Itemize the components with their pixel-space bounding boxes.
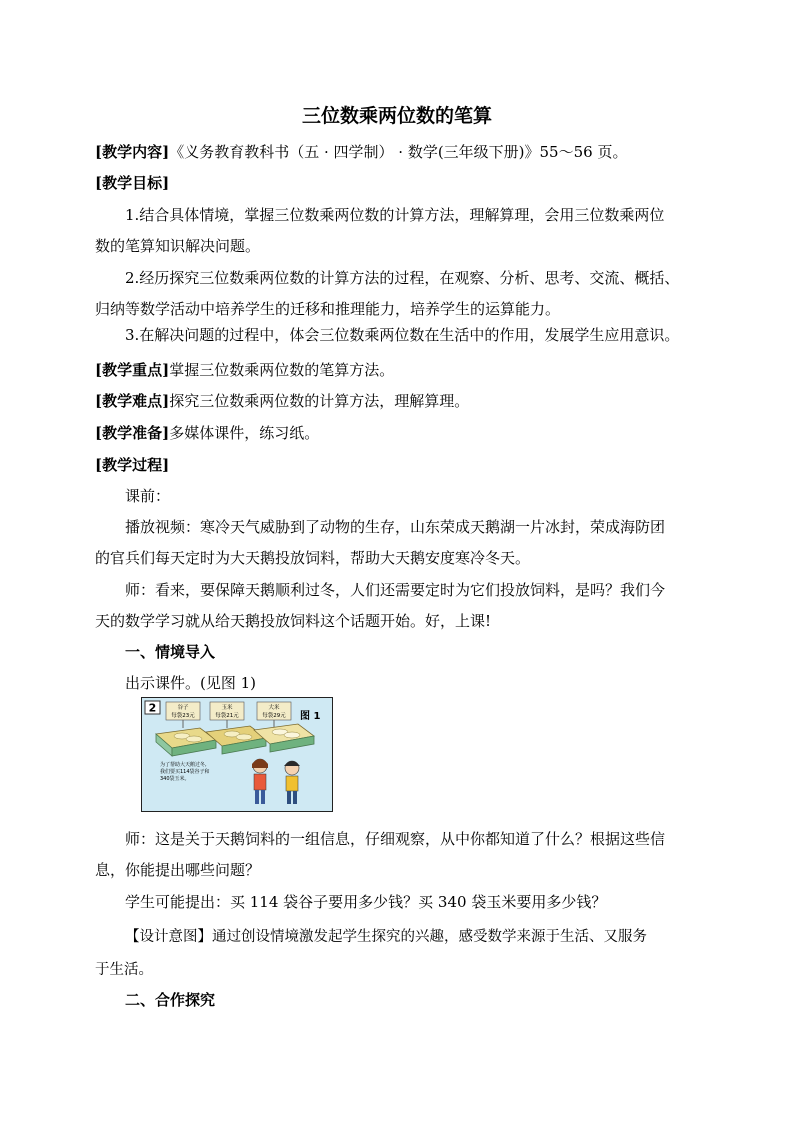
teacher-2-line-1: 师：这是关于天鹅饲料的一组信息，仔细观察，从中你都知道了什么？根据这些信 [125,830,666,848]
sign-grain-price: 每袋23元 [171,713,195,719]
teacher-1-line-2: 天的数学学习就从给天鹅投放饲料这个话题开始。好，上课! [95,612,492,630]
difficulty-text: 探究三位数乘两位数的计算方法，理解算理。 [169,392,470,410]
sign-grain-name: 谷子 [177,705,189,711]
figure-1-illustration [142,698,332,811]
sign-rice-name: 大米 [268,705,280,711]
teacher-1-line-1: 师：看来，要保障天鹅顺利过冬，人们还需要定时为它们投放饲料，是吗？我们今 [125,581,666,599]
preparation-text: 多媒体课件，练习纸。 [169,424,320,442]
preparation-label: [教学准备] [95,424,170,442]
speech-line-3: 340袋玉米。 [160,776,190,782]
student-questions: 学生可能提出：买 114 袋谷子要用多少钱？买 340 袋玉米要用多少钱？ [125,893,607,911]
goal-1-line-2: 数的笔算知识解决问题。 [95,237,261,255]
teaching-content [95,142,705,162]
key-point-label: [教学重点] [95,361,170,379]
goal-2-line-2: 归纳等数学活动中培养学生的迁移和推理能力，培养学生的运算能力。 [95,300,561,318]
difficulty [95,391,705,411]
sign-corn-price: 每袋21元 [215,713,239,719]
page-title: 三位数乘两位数的笔算 [301,105,492,127]
sign-rice [257,702,291,720]
speech-line-2: 我们要买114袋谷子和 [160,769,210,775]
sign-corn-name: 玉米 [221,705,233,711]
pre-class: 课前： [125,487,171,505]
video-line-1: 播放视频：寒冷天气威胁到了动物的生存，山东荣成天鹅湖一片冰封，荣成海防团 [125,518,666,536]
preparation [95,423,705,443]
figure-label: 图 1 [300,711,321,722]
goal-1-line-1: 1.结合具体情境，掌握三位数乘两位数的计算方法，理解算理，会用三位数乘两位 [125,206,665,224]
goal-2-line-1: 2.经历探究三位数乘两位数的计算方法的过程，在观察、分析、思考、交流、概括、 [125,269,680,287]
key-point [95,360,705,380]
sign-corn [210,702,244,720]
teaching-goals-label: [教学目标] [95,174,170,192]
sign-grain [166,702,200,720]
figure-number: 2 [148,701,157,715]
process-label: [教学过程] [95,456,170,474]
difficulty-label: [教学难点] [95,392,170,410]
sign-rice-price: 每袋29元 [262,713,286,719]
design-intent-line-2: 于生活。 [95,962,153,978]
design-intent-line-1: 【设计意图】通过创设情境激发起学生探究的兴趣，感受数学来源于生活、又服务 [125,929,647,945]
goal-3: 3.在解决问题的过程中，体会三位数乘两位数在生活中的作用，发展学生应用意识。 [125,326,680,344]
show-courseware: 出示课件。(见图 1) [125,674,257,692]
teaching-content-text: 《义务教育教科书（五 · 四学制） · 数学(三年级下册)》55～56 页。 [169,143,628,161]
video-line-2: 的官兵们每天定时为大天鹅投放饲料，帮助大天鹅安度寒冷冬天。 [95,549,531,567]
section-1-heading: 一、情境导入 [125,643,216,661]
teaching-content-label: [教学内容] [95,143,170,161]
figure-1 [141,697,333,812]
speech-line-1: 为了帮助大天鹅过冬, [160,762,207,768]
key-point-text: 掌握三位数乘两位数的笔算方法。 [169,361,395,379]
section-2-heading: 二、合作探究 [125,991,216,1009]
teacher-2-line-2: 息，你能提出哪些问题？ [95,861,261,879]
